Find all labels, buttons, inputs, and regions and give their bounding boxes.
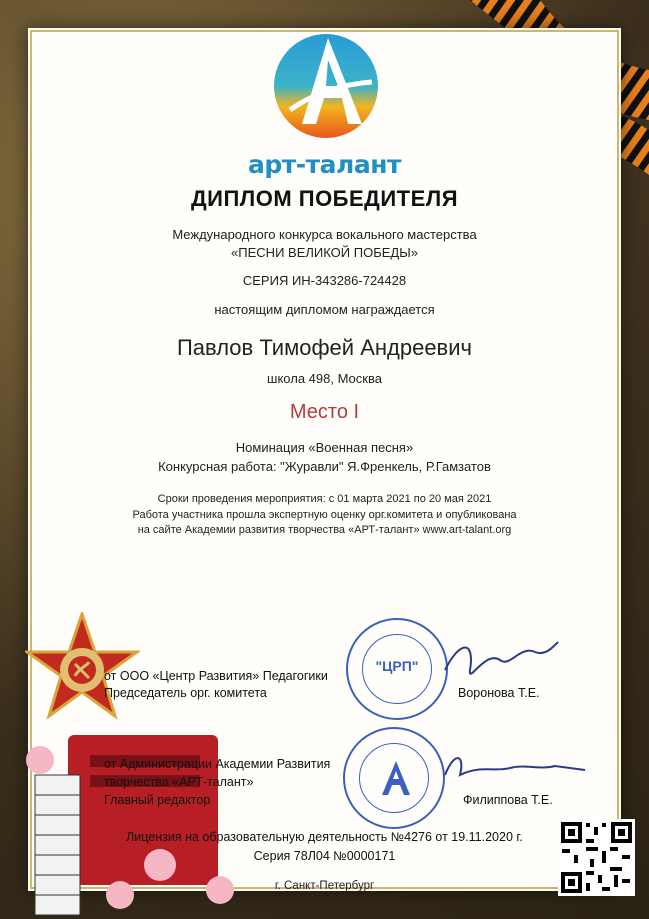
org-second-line-2: творчества «АРТ-талант»: [104, 775, 254, 789]
review-line-2: на сайте Академии развития творчества «АРТ-талант» www.art-talant.org: [137, 524, 512, 536]
signer-first-name: Воронова Т.Е.: [458, 686, 540, 700]
event-dates: Сроки проведения мероприятия: с 01 марта 2021 по 20 мая 2021: [157, 493, 492, 505]
contest-line-2: «ПЕСНИ ВЕЛИКОЙ ПОБЕДЫ»: [231, 245, 418, 260]
stamp-logo-icon: [378, 759, 412, 797]
signature-filippova: [440, 740, 590, 795]
recipient-name: Павлов Тимофей Андреевич: [176, 335, 472, 360]
series-number: СЕРИЯ ИН-343286-724428: [242, 273, 407, 288]
stamp-text: "ЦРП": [375, 658, 419, 674]
crp-stamp: [346, 618, 448, 720]
org-second-role: Главный редактор: [104, 793, 211, 807]
diploma-title: ДИПЛОМ ПОБЕДИТЕЛЯ: [190, 186, 459, 211]
contest-line-1: Международного конкурса вокального мастерства: [172, 227, 477, 242]
city: г. Санкт-Петербург: [274, 880, 375, 892]
signer-second-name: Филиппова Т.Е.: [463, 793, 553, 807]
review-line-1: Работа участника прошла экспертную оценку орг.комитета и опубликована: [132, 509, 517, 521]
org-first-line: от ООО «Центр Развития» Педагогики: [104, 669, 328, 683]
qr-code-icon: [558, 819, 635, 896]
license-series: Серия 78Л04 №0000171: [253, 849, 396, 863]
awarded-text: настоящим дипломом награждается: [214, 302, 435, 317]
art-talant-logo-icon: [272, 24, 380, 150]
signature-voronova: [440, 630, 560, 690]
recipient-school: школа 498, Москва: [267, 371, 382, 386]
brand-name: арт-талант: [248, 150, 401, 179]
org-first-role: Председатель орг. комитета: [104, 686, 267, 700]
contest-work: Конкурсная работа: "Журавли" Я.Френкель, Р.Гамзатов: [158, 459, 491, 474]
art-talant-stamp: [343, 727, 445, 829]
place-award: Место I: [289, 401, 360, 423]
license-text: Лицензия на образовательную деятельность №4276 от 19.11.2020 г.: [126, 830, 523, 844]
org-second-line-1: от Администрации Академии Развития: [104, 757, 331, 771]
nomination: Номинация «Военная песня»: [235, 440, 414, 455]
